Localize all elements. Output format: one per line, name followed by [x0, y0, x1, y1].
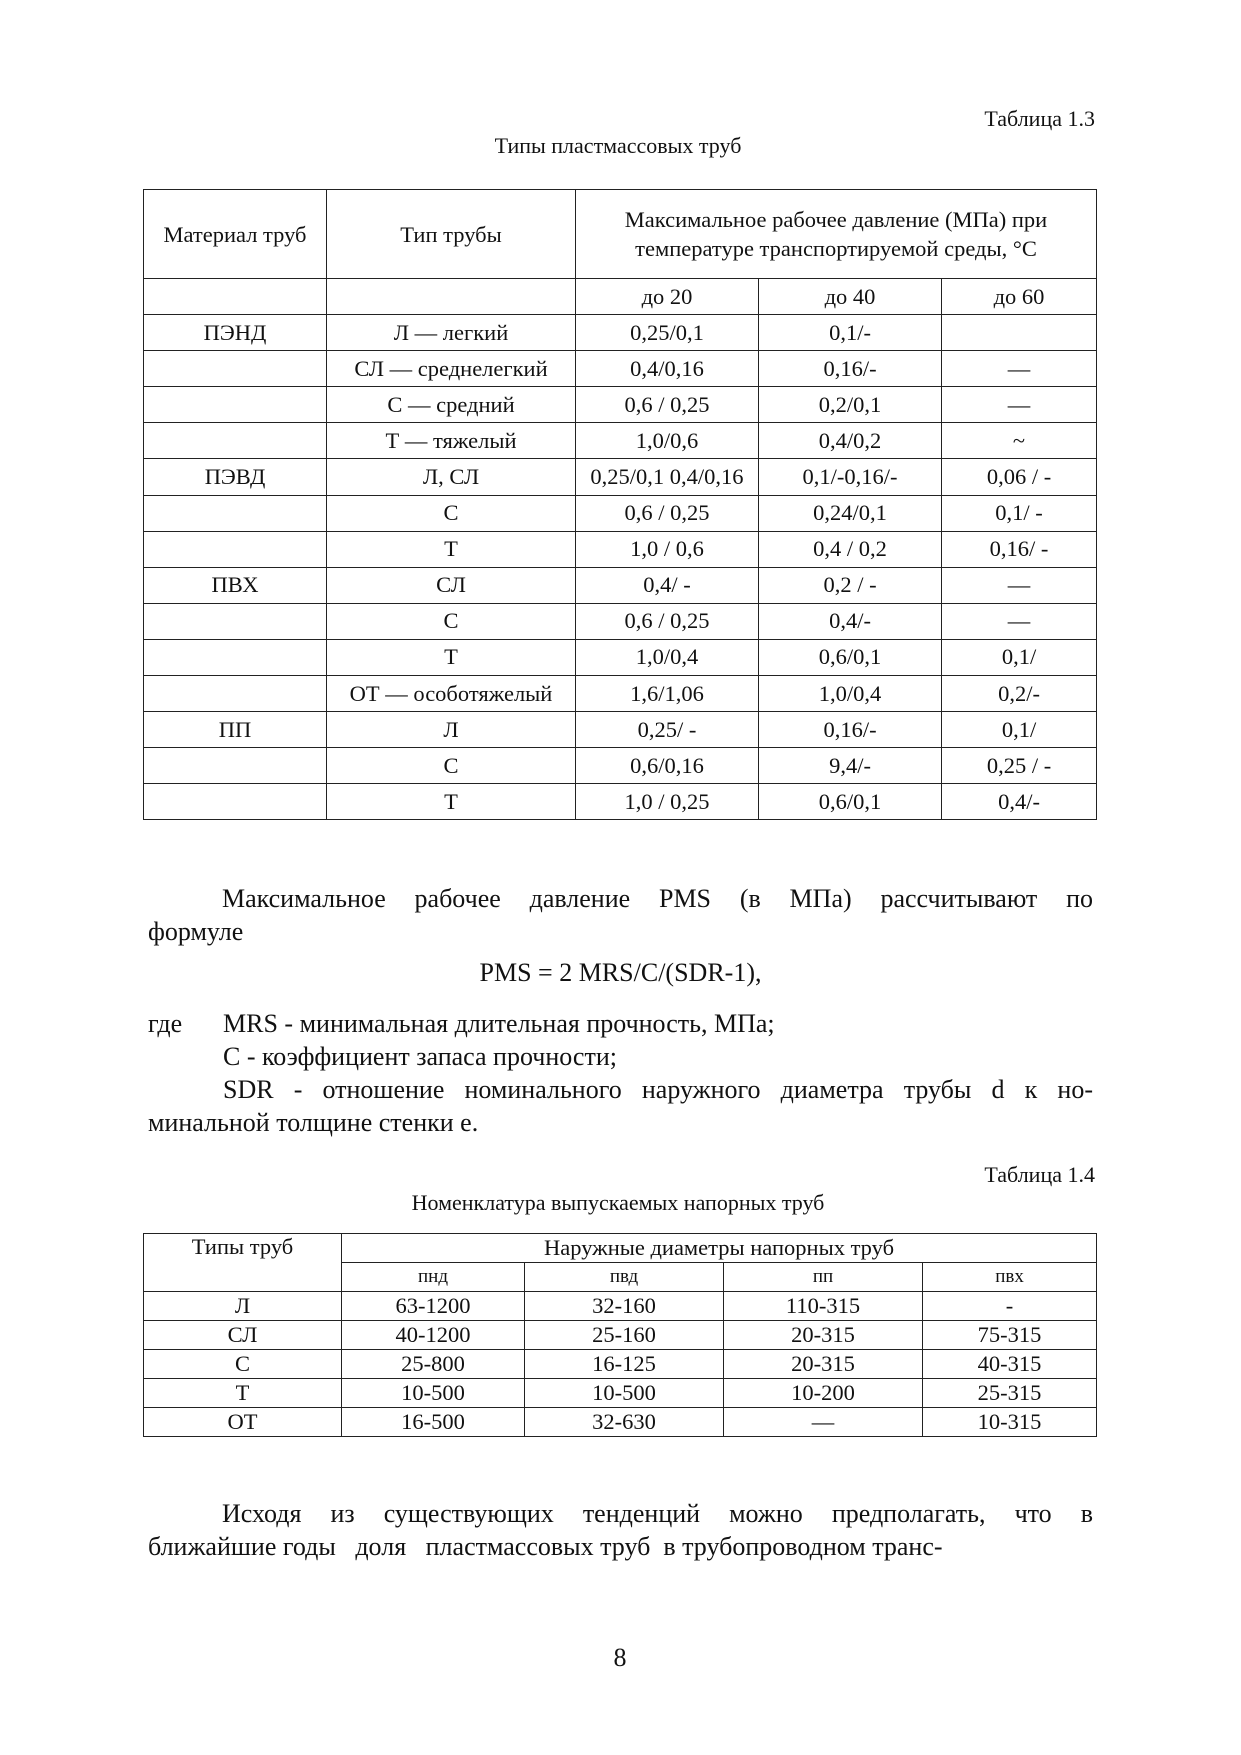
table-cell — [144, 748, 327, 784]
table-cell: С — средний — [327, 387, 576, 423]
page-number: 8 — [613, 1643, 627, 1672]
header-pnd: пнд — [342, 1263, 525, 1292]
table-row — [144, 315, 1097, 351]
table-row — [144, 639, 1097, 675]
table-cell: 1,6/1,06 — [576, 676, 759, 712]
formula-pms: PMS = 2 MRS/C/(SDR-1), — [479, 958, 762, 987]
table-1-4-title: Номенклатура выпускаемых напорных труб — [411, 1190, 825, 1215]
table-cell: 0,1/ — [942, 639, 1097, 675]
table-cell: 110-315 — [724, 1292, 923, 1321]
table-cell: 0,25/0,1 — [576, 315, 759, 351]
table-cell: 0,4/0,2 — [759, 423, 942, 459]
table-cell: — — [942, 351, 1097, 387]
table-cell: 0,4 / 0,2 — [759, 531, 942, 567]
table-cell: ОТ — особотяжелый — [327, 676, 576, 712]
table-cell: 1,0/0,6 — [576, 423, 759, 459]
table-row — [144, 387, 1097, 423]
table-cell: Л — [327, 712, 576, 748]
header-pressure: Максимальное рабочее давление (МПа) при температуре транспортируемой среды, °С — [576, 190, 1097, 279]
where-label: где — [148, 1009, 183, 1038]
table-cell: ПЭНД — [144, 315, 327, 351]
header-temp-60: до 60 — [942, 279, 1097, 315]
header-temp-40: до 40 — [759, 279, 942, 315]
table-1-3-title: Типы пластмассовых труб — [494, 133, 742, 158]
table-cell: 0,1/ - — [942, 495, 1097, 531]
table-row — [144, 1350, 1097, 1379]
paragraph-pms-line2: формуле — [148, 917, 244, 946]
table-1-4 — [143, 1233, 1097, 1437]
table-cell: — — [942, 567, 1097, 603]
table-cell: Т — [144, 1379, 342, 1408]
table-cell — [144, 351, 327, 387]
table-row — [144, 1292, 1097, 1321]
table-cell: 10-500 — [525, 1379, 724, 1408]
table-cell: 0,16/- — [759, 351, 942, 387]
table-row — [144, 423, 1097, 459]
table-cell: 0,4/0,16 — [576, 351, 759, 387]
table-cell: СЛ — [144, 1321, 342, 1350]
table-cell: 40-1200 — [342, 1321, 525, 1350]
table-cell: 16-500 — [342, 1408, 525, 1437]
table-cell: 0,2 / - — [759, 567, 942, 603]
table-cell: 0,25 / - — [942, 748, 1097, 784]
table-cell: 40-315 — [923, 1350, 1097, 1379]
table-cell: 0,16/ - — [942, 531, 1097, 567]
table-cell: С — [327, 748, 576, 784]
table-cell: - — [923, 1292, 1097, 1321]
definition-c: С - коэффициент запаса прочности; — [223, 1042, 617, 1071]
header-material: Материал труб — [144, 190, 327, 279]
table-cell: 0,1/-0,16/- — [759, 459, 942, 495]
table-cell: 0,6/0,1 — [759, 784, 942, 820]
table-cell — [144, 423, 327, 459]
paragraph-trends-line2: ближайшие годы доля пластмассовых труб в трубопроводном транс- — [148, 1532, 943, 1561]
table-row — [144, 531, 1097, 567]
header-type: Тип трубы — [327, 190, 576, 279]
table-cell: С — [327, 603, 576, 639]
table-cell: Л — легкий — [327, 315, 576, 351]
table-cell: 0,25/0,1 0,4/0,16 — [576, 459, 759, 495]
table-cell: 0,6 / 0,25 — [576, 603, 759, 639]
table-cell: 0,2/0,1 — [759, 387, 942, 423]
table-1-3-label: Таблица 1.3 — [984, 106, 1095, 131]
header-pp: пп — [724, 1263, 923, 1292]
paragraph-pms-line1: Максимальное рабочее давление PMS (в МПа) рассчитывают по — [222, 884, 1093, 913]
header-empty-cell — [144, 279, 327, 315]
table-cell: 0,6/0,16 — [576, 748, 759, 784]
table-cell: 0,24/0,1 — [759, 495, 942, 531]
table-cell: — — [724, 1408, 923, 1437]
table-row — [144, 495, 1097, 531]
table-cell: ПЭВД — [144, 459, 327, 495]
header-outer-diameters: Наружные диаметры напорных труб — [342, 1234, 1097, 1263]
table-cell: 0,1/- — [759, 315, 942, 351]
table-cell: 0,25/ - — [576, 712, 759, 748]
table-cell: 32-160 — [525, 1292, 724, 1321]
table-cell: ПП — [144, 712, 327, 748]
table-cell: 25-800 — [342, 1350, 525, 1379]
table-cell: 0,6 / 0,25 — [576, 495, 759, 531]
table-cell: — — [942, 603, 1097, 639]
table-cell: 10-200 — [724, 1379, 923, 1408]
table-row — [144, 784, 1097, 820]
table-cell: СЛ — [327, 567, 576, 603]
header-pipe-types: Типы труб — [144, 1234, 342, 1292]
table-row — [144, 459, 1097, 495]
table-row — [144, 603, 1097, 639]
table-cell: 0,4/- — [942, 784, 1097, 820]
table-row — [144, 676, 1097, 712]
table-cell — [144, 495, 327, 531]
table-cell: 10-500 — [342, 1379, 525, 1408]
table-cell: — — [942, 387, 1097, 423]
table-cell — [942, 315, 1097, 351]
header-temp-20: до 20 — [576, 279, 759, 315]
table-cell: С — [144, 1350, 342, 1379]
table-cell: 0,2/- — [942, 676, 1097, 712]
table-row — [144, 1379, 1097, 1408]
table-cell: 32-630 — [525, 1408, 724, 1437]
table-cell: 0,6 / 0,25 — [576, 387, 759, 423]
table-cell: 9,4/- — [759, 748, 942, 784]
table-cell: 25-160 — [525, 1321, 724, 1350]
table-cell: 1,0/0,4 — [576, 639, 759, 675]
table-cell: Л, СЛ — [327, 459, 576, 495]
table-cell: 0,4/ - — [576, 567, 759, 603]
table-cell: 1,0 / 0,25 — [576, 784, 759, 820]
table-cell: 20-315 — [724, 1321, 923, 1350]
table-cell: 0,1/ — [942, 712, 1097, 748]
table-row — [144, 567, 1097, 603]
paragraph-trends-line1: Исходя из существующих тенденций можно предполагать, что в — [222, 1499, 1093, 1528]
header-pvh: пвх — [923, 1263, 1097, 1292]
table-cell: 0,06 / - — [942, 459, 1097, 495]
table-cell: 1,0/0,4 — [759, 676, 942, 712]
table-cell — [144, 639, 327, 675]
table-cell: Т — [327, 531, 576, 567]
table-cell: Т — [327, 639, 576, 675]
table-cell: Т — тяжелый — [327, 423, 576, 459]
table-cell: 10-315 — [923, 1408, 1097, 1437]
table-cell: 0,6/0,1 — [759, 639, 942, 675]
table-cell: Т — [327, 784, 576, 820]
table-cell: 0,16/- — [759, 712, 942, 748]
table-row — [144, 351, 1097, 387]
header-empty-cell — [327, 279, 576, 315]
table-cell: 0,4/- — [759, 603, 942, 639]
table-row — [144, 1408, 1097, 1437]
table-1-4-label: Таблица 1.4 — [984, 1162, 1095, 1187]
definition-sdr-line2: минальной толщине стенки е. — [148, 1108, 479, 1137]
table-cell: 75-315 — [923, 1321, 1097, 1350]
table-row — [144, 1321, 1097, 1350]
table-cell — [144, 603, 327, 639]
table-1-3 — [143, 189, 1097, 820]
table-cell — [144, 784, 327, 820]
table-cell: ~ — [942, 423, 1097, 459]
table-cell — [144, 531, 327, 567]
table-cell: 16-125 — [525, 1350, 724, 1379]
table-cell: 25-315 — [923, 1379, 1097, 1408]
table-cell: СЛ — среднелегкий — [327, 351, 576, 387]
definition-sdr-line1: SDR - отношение номинального наружного диаметра трубы d к но- — [223, 1075, 1093, 1104]
table-cell: 1,0 / 0,6 — [576, 531, 759, 567]
table-cell: С — [327, 495, 576, 531]
header-pvd: пвд — [525, 1263, 724, 1292]
table-cell: Л — [144, 1292, 342, 1321]
table-cell: ПВХ — [144, 567, 327, 603]
table-row — [144, 748, 1097, 784]
table-cell: ОТ — [144, 1408, 342, 1437]
table-cell: 63-1200 — [342, 1292, 525, 1321]
table-cell — [144, 387, 327, 423]
table-cell — [144, 676, 327, 712]
table-cell: 20-315 — [724, 1350, 923, 1379]
table-row — [144, 712, 1097, 748]
definition-mrs: MRS - минимальная длительная прочность, МПа; — [223, 1009, 775, 1038]
